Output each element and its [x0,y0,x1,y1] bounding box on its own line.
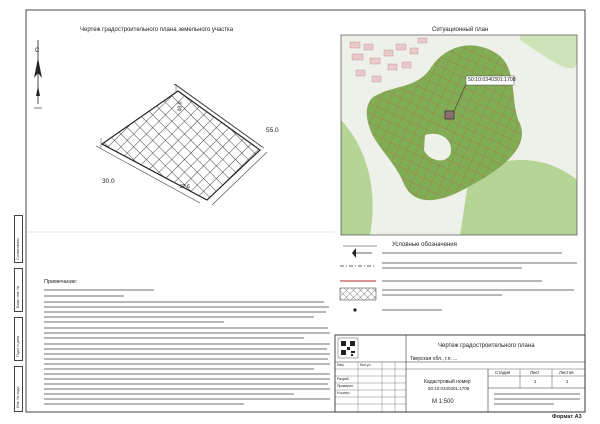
document-title: Чертеж градостроительного плана [438,343,535,349]
legend-item-4-text [382,289,574,291]
sheets-count: 1 [566,379,569,384]
block-description-text [494,393,580,395]
notes-line [44,373,330,375]
notes-line [44,403,244,405]
situation-map [341,35,577,235]
dimension-top-label: 48.0 [177,101,184,112]
plan-title: Чертеж градостроительного плана земельного участка [80,27,234,33]
notes-line [44,343,330,345]
notes-line [44,383,328,385]
legend-item-2-text-b [382,267,522,269]
legend-item-1-text [382,252,562,254]
notes-line [44,306,329,308]
legend-symbols [340,246,377,312]
notes-line [44,327,328,329]
notes-line [44,311,326,313]
notes-line [44,393,294,395]
block-description-text [494,398,580,400]
legend-item-5-text [382,309,442,311]
notes-line [44,332,330,334]
role-row-2-role: Разраб. [337,377,350,381]
map-cadastral-label: 50:10:0340301:1708 [468,77,516,83]
role-row-3-role: Проверил [337,384,354,388]
sheets-header: Листов [559,370,574,375]
scale-label: М 1:500 [432,399,454,405]
notes-heading: Примечание: [44,279,78,285]
side-stamp-label-3: Подп. и дата [16,335,20,357]
side-stamp-label-4: Инв. № подл. [16,385,20,408]
role-row-1-role: Изм. [337,363,345,367]
side-stamp-label-1: Согласовано [16,238,20,260]
situation-title: Ситуационный план [432,27,489,33]
block-description-text [494,403,554,405]
sheet-number: 1 [534,379,537,384]
compass-label: С [35,48,40,54]
notes-line [44,295,124,297]
format-label: Формат А3 [552,414,582,420]
qr-code [341,341,355,356]
role-row-4-role: Н.контр. [337,391,351,395]
stage-header: Стадия [495,370,511,375]
notes-line [44,388,330,390]
dimension-right-label: 55.0 [266,127,279,134]
notes-line [44,321,224,323]
cadastral-number: 50:10:0340301:1708 [428,386,470,391]
notes-line [44,348,327,350]
notes-line [44,378,330,380]
legend-item-3-text [382,280,542,282]
location-text: Тверская обл., г.п. ... [410,356,458,362]
notes-line [44,316,314,318]
legend-title: Условные обозначения [392,242,457,248]
sheet-header: Лист [530,370,540,375]
role-row-1-name: Кол.уч. [360,363,372,367]
notes-line [44,289,154,291]
legend-item-2-text [382,262,577,264]
side-stamp-label-2: Взам. инв. № [16,285,20,308]
selected-parcel-marker [445,111,454,119]
notes-line [44,368,314,370]
legend-item-4-text-b [382,294,502,296]
notes-line [44,301,324,303]
cadastral-label: Кадастровый номер [424,379,471,385]
dimension-left-label: 30.0 [102,178,115,185]
notes-line [44,353,330,355]
notes-line [44,337,304,339]
notes-line [44,398,330,400]
notes-line [44,358,328,360]
dimension-bottom-label: 32.6 [180,184,190,190]
notes-line [44,363,330,365]
